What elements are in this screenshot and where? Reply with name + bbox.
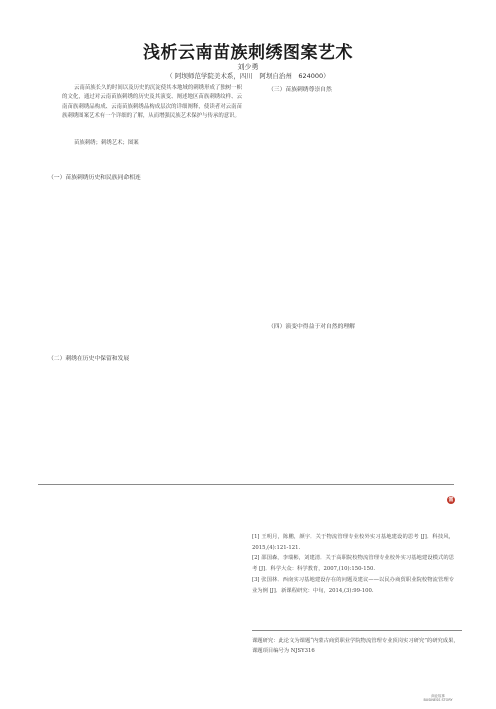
publisher-mark [418,694,458,702]
author-affiliation: （ 阿坝师范学院美术系，四川 阿坝自治州 624000） [166,72,330,80]
author-name: 刘少勇 [237,63,259,71]
keywords: 苗族刺绣；刺绣艺术；图案 [74,140,139,146]
section-heading-1: （一）苗族刺绣历史和民族同命相连 [48,175,141,181]
reference-list [252,532,454,596]
section-heading-2: （二）刺绣在历史中保留和发展 [48,356,130,362]
journal-logo: 雷 [448,497,454,503]
funding-note: 课题研究：此论文为课题“内蒙古商贸职业学院物流管理专业顶岗实习研究”的研究成果，课题项目编号为 NJSY316 [252,638,459,655]
reference-item: [2] 邵国森，李瑞彬，刘建清．关于高职院校物流管理专业校外实习基地建设模式的思考 [J]．科学大众：科学教育，2007,(10):150-150. [252,555,454,573]
abstract-text: 云南苗族长久的时间以及历史的沉淀使其本地域的刺绣形成了独树一帜的文化，通过对云南苗族刺绣的历史及其演变、阐述地区苗族刺绣纹样、云南苗族刺绣品构成、云南苗族刺绣品构成层次的详细阐释，使读者对云南苗族刺绣图案艺术有一个详细的了解，从而增强民族艺术保护与传承的意识。 [62,85,242,119]
publisher-name-en: BUSINESS STORY [423,698,453,702]
reference-item: [3] 张国林．西南实习基地建设存在的问题及建议——以民办商贸职业院校物流管理专业为例 [J]．新课程研究：中旬，2014,(3):99-100. [252,576,454,594]
page-divider [38,484,454,485]
footnote-divider [252,630,462,631]
reference-item: [1] 王明月，陈鹏，颜宇．关于物流管理专业校外实习基地建设的思考 [J]．科技风，2015,(4):121-121. [252,534,454,551]
section-heading-4: （四）演变中得益于对自然的理解 [268,324,355,330]
publisher-name: 商业故事 [431,694,445,698]
section-heading-3: （三）苗族刺绣尊崇自然 [268,87,332,93]
article-title: 浅析云南苗族刺绣图案艺术 [143,43,353,63]
